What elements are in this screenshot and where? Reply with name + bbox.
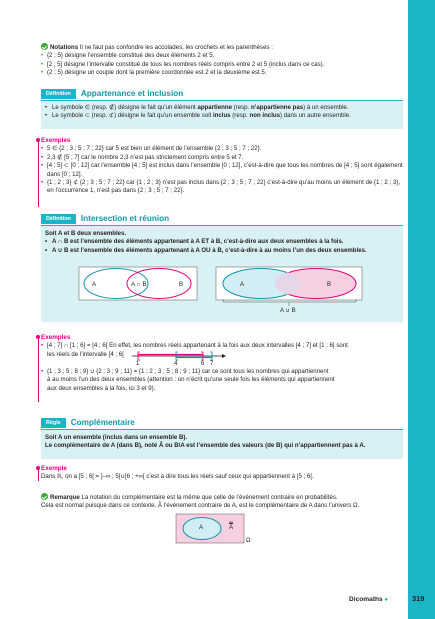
examples2-block bbox=[41, 334, 403, 393]
tick-label: 4 bbox=[174, 359, 178, 367]
example-line bbox=[38, 469, 39, 481]
remark-line2: Cela est normal puisque dans ce contexte, Ā l’événement contraire de A, est le complémentaire de A dans l’univers Ω. bbox=[41, 502, 360, 510]
list-item: • {2 ; 5} désigne l’ensemble constitué des deux éléments 2 et 5. bbox=[41, 52, 403, 60]
footer-dot: ● bbox=[384, 597, 389, 603]
section-title: Intersection et réunion bbox=[80, 213, 170, 223]
tick-label: 1 bbox=[136, 359, 140, 367]
complement-abar: $\overline{A}$ bbox=[229, 524, 234, 531]
example-line bbox=[38, 338, 39, 402]
section-title: Complémentaire bbox=[70, 417, 135, 427]
list-item: • 2,3 ∉ [5 ; 7] car le nombre 2,3 n’est pas strictement compris entre 5 et 7. bbox=[41, 154, 403, 162]
remark-block bbox=[41, 493, 403, 511]
rule-box bbox=[41, 430, 403, 459]
omega-label: Ω bbox=[246, 537, 251, 544]
rule-line2: Le complémentaire de A (dans B), noté Ā ou B\A est l’ensemble des valeurs (de B) qui n’appartiennent pas à A. bbox=[45, 442, 366, 450]
example-line bbox=[38, 141, 39, 207]
examples2-list bbox=[41, 342, 403, 393]
list-item: • Le symbole ⊂ (resp. ⊄) désigne le fait qu’un ensemble soit inclus (resp. non inclus) dans un autre ensemble. bbox=[45, 112, 403, 120]
list-item: • {1 ; 2 ; 3} ⊄ {2 ; 3 ; 5 ; 7 ; 22} car {1 ; 2 ; 3} n’est pas inclus dans {2 ; 3 ; 5 ; 7 ; 22} c’est-à-dire qu’au moins un élément de {1 ; 2 ; 3}, en l’occurrence 1, n’est pas dans {2 ; 3 ; 5 ; 7 ; 22}. bbox=[41, 179, 403, 196]
tick-label: 7 bbox=[210, 359, 214, 367]
definition-tag: Définition bbox=[41, 214, 76, 224]
def1-header bbox=[41, 89, 183, 99]
venn-right-b: B bbox=[327, 281, 332, 288]
rule-tag: Règle bbox=[41, 418, 66, 428]
example3-block bbox=[41, 465, 403, 482]
examples-title: Exemples bbox=[41, 334, 71, 341]
def1-list bbox=[41, 104, 403, 121]
check-icon bbox=[41, 493, 48, 500]
list-item: • 5 ∈ {2 ; 3 ; 5 ; 7 ; 22} car 5 est bien un élément de l’ensemble {2 ; 3 ; 5 ; 7 ; 22}. bbox=[41, 145, 403, 153]
notations-label: Notations bbox=[50, 44, 79, 51]
def2-header bbox=[41, 214, 169, 224]
venn-right-union: A ∪ B bbox=[280, 307, 296, 314]
example3-text: Dans ℝ, on a [5 ; 6[ = ]–∞ ; 5[∪[6 ; +∞[ c’est à dire tous les réels sauf ceux qui appartiennent à [5 ; 6[. bbox=[41, 473, 314, 481]
notations-list bbox=[41, 52, 403, 77]
examples-title: Exemples bbox=[41, 137, 71, 144]
example-title: Exemple bbox=[41, 465, 67, 472]
list-item: • Le symbole ∈ (resp. ∉) désigne le fait qu’un élément appartienne (resp. n’appartienne pas) à un ensemble. bbox=[45, 104, 403, 112]
venn-left-intersection: A ∩ B bbox=[131, 281, 147, 288]
list-item: • (2 ; 5) désigne un couple dont la première coordonnée est 2 et la deuxième est 5. bbox=[41, 69, 403, 77]
def2-box bbox=[41, 226, 403, 322]
notations-intro-line bbox=[41, 43, 403, 52]
def2-list bbox=[45, 238, 403, 255]
rule-text bbox=[41, 430, 403, 451]
venn-right-a: A bbox=[240, 281, 245, 288]
def2-intro: Soit A et B deux ensembles. bbox=[45, 230, 127, 237]
list-item: • A ∩ B est l’ensemble des éléments appartenant à A ET à B, c’est-à-dire aux deux ensembles à la fois. bbox=[45, 238, 403, 246]
list-item: • A ∪ B est l’ensemble des éléments appartenant à A OU à B, c’est-à-dire à au moins l’un des deux ensembles. bbox=[45, 247, 403, 255]
venn-diagrams bbox=[41, 264, 403, 322]
section-title: Appartenance et inclusion bbox=[80, 88, 184, 98]
notations-block bbox=[41, 43, 403, 78]
definition-tag: Définition bbox=[41, 89, 76, 99]
rule-header bbox=[41, 418, 135, 428]
def1-box bbox=[41, 101, 403, 129]
examples1-list bbox=[41, 145, 403, 195]
def2-text bbox=[41, 226, 403, 255]
remark-label: Remarque bbox=[50, 494, 80, 501]
venn-left-b: B bbox=[179, 281, 184, 288]
footer bbox=[349, 596, 388, 604]
number-line bbox=[130, 351, 230, 363]
list-item: • [4 ; 7] ∩ [1 ; 6] = [4 ; 6[ En effet, les nombres réels appartenant à la fois aux deux intervalles [4 ; 7] et [1 ; 6[ sont les réels de l’intervalle [4 ; 6[ 1 4 6 7 bbox=[41, 342, 403, 367]
examples1-block bbox=[41, 137, 403, 196]
remark-line1: Remarque La notation du complémentaire est la même que celle de l’événement contraire en probabilités. bbox=[41, 493, 403, 502]
side-color-bar bbox=[408, 0, 435, 619]
notations-intro: Il ne faut pas confondre les accolades, les crochets et les parenthèses : bbox=[79, 44, 273, 51]
footer-brand: Dicomaths bbox=[349, 596, 383, 603]
venn-left-a: A bbox=[92, 281, 97, 288]
complement-a: A bbox=[199, 524, 204, 531]
list-item: • [4 ; 5] ⊂ [0 ; 12] car l’ensemble [4 ; 5] est inclus dans l’ensemble [0 ; 12], c’est-à-dire que tous les nombres de [4 ; 5] sont également dans [0 ; 12]. bbox=[41, 162, 403, 179]
list-item: • [2 ; 5] désigne l’intervalle constitué de tous les nombres réels compris entre 2 et 5 (inclus dans ce cas). bbox=[41, 61, 403, 69]
check-icon bbox=[41, 43, 48, 50]
list-item: • {1 ; 3 ; 5 ; 8 ; 9} ∪ {2 ; 3 ; 9 ; 11} = {1 ; 2 ; 3 ; 5 ; 8 ; 9 ; 11} car ce sont tous les nombres qui appartiennent à au moins l’un des deux ensembles (attention : on n’écrit qu’une seule fois les éléments qui appartiennent aux deux ensembles à la fois, ici 3 et 9). bbox=[41, 368, 403, 393]
rule-line1: Soit A un ensemble (inclus dans un ensemble B). bbox=[45, 434, 188, 441]
page-number: 319 bbox=[412, 594, 425, 603]
tick-label: 6 bbox=[201, 359, 205, 367]
